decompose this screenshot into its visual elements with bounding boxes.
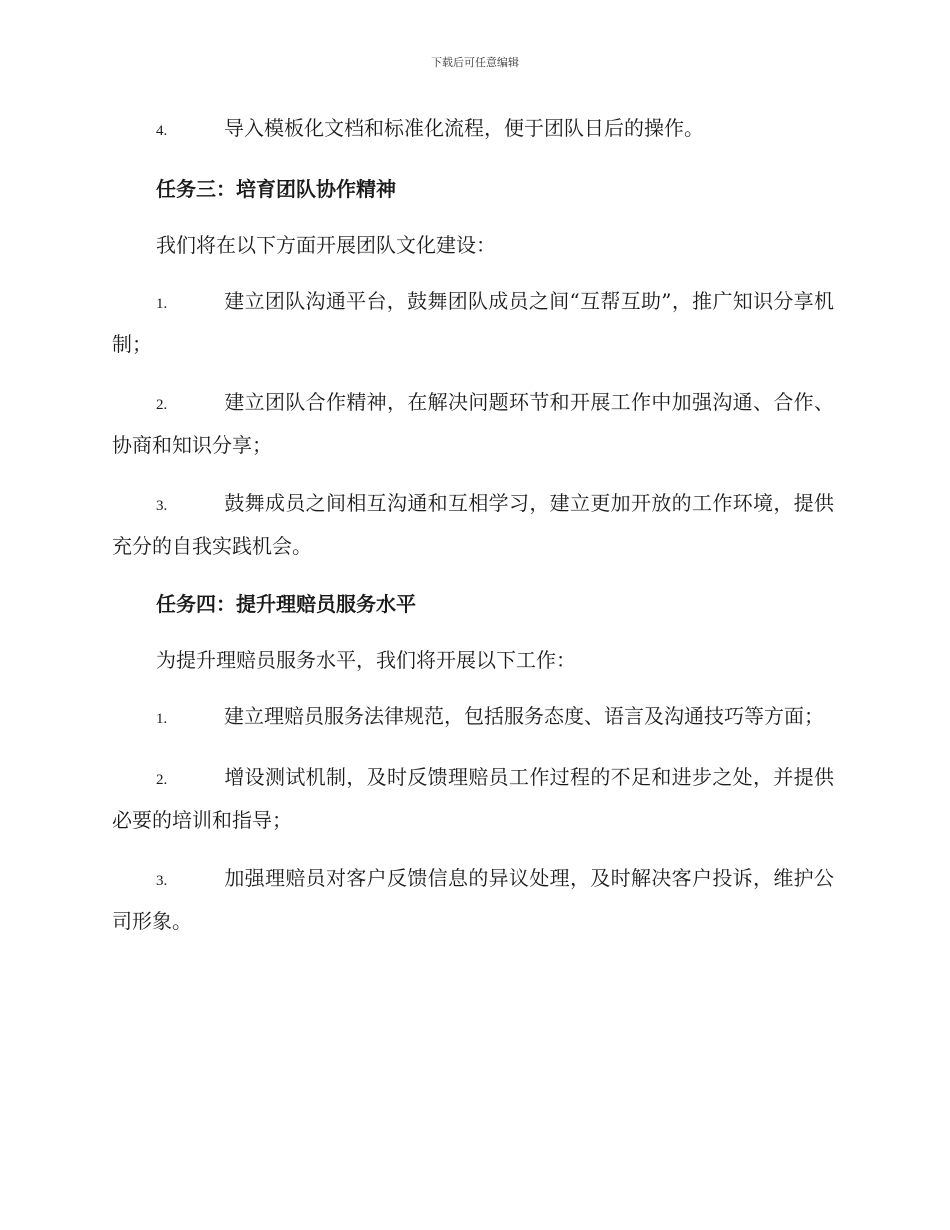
list-item (112, 696, 834, 739)
list-number: 3. (156, 498, 168, 514)
section-intro: 为提升理赔员服务水平，我们将开展以下工作： (156, 648, 576, 672)
list-text: 加强理赔员对客户反馈信息的异议处理，及时解决客户投诉，维护公司形象。 (112, 866, 834, 933)
list-item (112, 108, 834, 151)
list-number: 1. (156, 296, 168, 312)
list-item (112, 483, 834, 566)
section-heading-task-3: 任务三：培育团队协作精神 (156, 177, 396, 201)
list-text: 鼓舞成员之间相互沟通和互相学习，建立更加开放的工作环境，提供充分的自我实践机会。 (112, 491, 834, 558)
list-number: 2. (156, 397, 168, 413)
list-number: 4. (156, 123, 168, 139)
list-text: 增设测试机制，及时反馈理赔员工作过程的不足和进步之处，并提供必要的培训和指导； (112, 765, 834, 832)
list-item (112, 858, 834, 941)
list-text: 建立团队沟通平台，鼓舞团队成员之间“互帮互助”，推广知识分享机制； (112, 289, 834, 356)
list-number: 1. (156, 711, 168, 727)
list-item (112, 281, 834, 364)
page-header: 下载后可任意编辑 (431, 56, 519, 69)
list-text: 导入模板化文档和标准化流程，便于团队日后的操作。 (224, 116, 704, 140)
list-text: 建立理赔员服务法律规范，包括服务态度、语言及沟通技巧等方面； (224, 704, 824, 728)
document-body (112, 108, 834, 959)
list-number: 2. (156, 772, 168, 788)
list-text: 建立团队合作精神，在解决问题环节和开展工作中加强沟通、合作、协商和知识分享； (112, 390, 834, 457)
list-item (112, 757, 834, 840)
list-number: 3. (156, 873, 168, 889)
list-item (112, 382, 834, 465)
section-heading-task-4: 任务四：提升理赔员服务水平 (156, 592, 416, 616)
section-intro: 我们将在以下方面开展团队文化建设： (156, 233, 496, 257)
